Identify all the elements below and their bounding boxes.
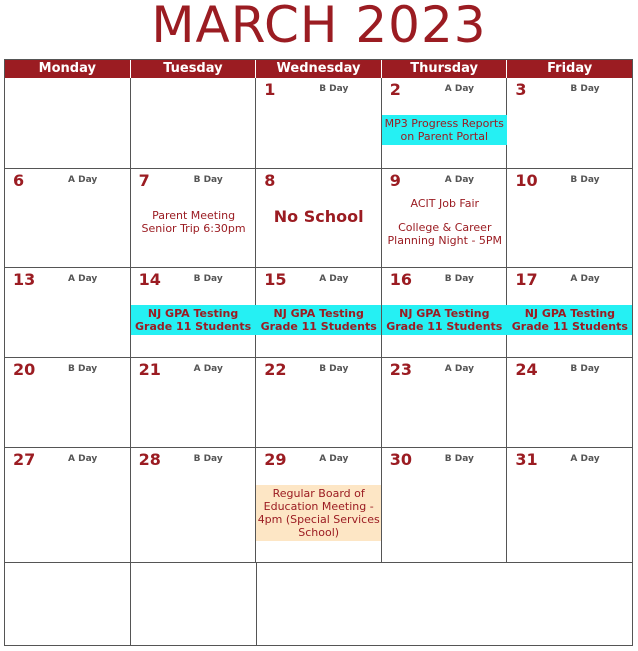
ab-day-label: B Day [319,84,349,94]
calendar-rows [5,78,632,645]
event-progress-reports[interactable]: MP3 Progress Reports on Parent Portal [382,115,507,145]
day-cell[interactable] [507,169,632,267]
day-number: 13 [13,270,36,289]
event-nj-gpa-testing[interactable]: NJ GPA Testing Grade 11 Students [131,305,256,335]
day-cell[interactable] [382,169,508,267]
day-cell-empty [382,563,507,645]
day-cell[interactable] [5,448,131,562]
day-cell[interactable] [256,169,382,267]
event-acit-job-fair[interactable]: ACIT Job Fair [410,197,480,210]
day-number: 17 [515,270,538,289]
ab-day-label: A Day [68,274,98,284]
day-number: 16 [389,270,413,289]
ab-day-label: B Day [444,274,474,284]
calendar-grid [4,59,633,646]
week-row [5,78,632,168]
day-number: 30 [389,450,413,469]
day-cell[interactable] [382,358,508,447]
day-number: 31 [515,450,538,469]
ab-day-label: B Day [570,175,600,185]
day-cell[interactable] [507,358,632,447]
day-number: 2 [389,80,401,99]
day-number: 1 [264,80,276,99]
day-cell-empty [5,563,131,645]
event-board-meeting[interactable]: Regular Board of Education Meeting - 4pm (Special Services School) [257,487,380,539]
ab-day-label: B Day [193,175,223,185]
day-number: 15 [264,270,287,289]
weekday-friday: Friday [547,61,593,76]
day-cell[interactable] [131,169,257,267]
ab-day-label: A Day [444,84,475,94]
day-number: 9 [389,171,401,190]
day-cell-empty [257,563,382,645]
ab-day-label: A Day [193,364,223,374]
day-number: 21 [138,360,161,379]
ab-day-label: A Day [68,454,98,464]
ab-day-label: A Day [570,454,600,464]
day-cell[interactable] [507,448,632,562]
calendar-title: MARCH 2023 [151,0,487,54]
day-cell[interactable] [382,78,508,168]
ab-day-label: B Day [319,364,349,374]
day-cell[interactable] [507,78,632,168]
ab-day-label: B Day [193,454,223,464]
day-number: 7 [138,171,150,190]
day-cell[interactable] [507,268,632,357]
day-cell[interactable] [5,169,131,267]
day-number: 6 [13,171,25,190]
day-cell[interactable] [5,268,131,357]
ab-day-label: A Day [319,454,349,464]
day-cell-empty [131,563,257,645]
week-row [5,562,632,645]
weekday-tuesday: Tuesday [131,60,257,78]
ab-day-label: B Day [444,454,474,464]
event-no-school[interactable]: No School [273,207,364,226]
day-number: 29 [264,450,287,469]
event-college-career-night[interactable]: College & Career Planning Night - 5PM [387,221,503,247]
ab-day-label: A Day [444,175,475,185]
day-cell[interactable] [382,448,508,562]
ab-day-label: A Day [444,364,475,374]
day-cell-empty [131,78,257,168]
week-row [5,357,632,447]
event-nj-gpa-testing[interactable]: NJ GPA Testing Grade 11 Students [256,305,381,335]
weekday-thursday: Thursday [382,60,508,78]
ab-day-label: B Day [570,364,600,374]
weekday-monday: Monday [5,60,131,78]
day-number: 24 [515,360,538,379]
day-cell[interactable] [382,268,508,357]
day-cell[interactable] [131,448,257,562]
day-cell[interactable] [131,358,257,447]
week-row [5,267,632,357]
event-nj-gpa-testing[interactable]: NJ GPA Testing Grade 11 Students [382,305,507,335]
day-number: 14 [138,270,161,289]
day-number: 27 [13,450,36,469]
day-cell[interactable] [5,358,131,447]
event-nj-gpa-testing[interactable]: NJ GPA Testing Grade 11 Students [507,305,632,335]
day-cell[interactable] [256,268,382,357]
ab-day-label: B Day [193,274,223,284]
day-number: 3 [515,80,527,99]
ab-day-label: A Day [319,274,349,284]
event-parent-meeting[interactable]: Parent Meeting Senior Trip 6:30pm [141,209,246,235]
day-cell[interactable] [131,268,257,357]
day-cell[interactable] [256,448,382,562]
ab-day-label: A Day [570,274,600,284]
weekday-header [5,60,632,78]
day-number: 8 [264,171,276,190]
ab-day-label: B Day [68,364,98,374]
day-number: 23 [389,360,413,379]
weekday-wednesday: Wednesday [256,60,382,78]
day-cell[interactable] [256,358,382,447]
day-cell[interactable] [256,78,382,168]
day-cell-empty [5,78,131,168]
day-cell-empty [507,563,632,645]
day-number: 22 [264,360,287,379]
ab-day-label: B Day [570,84,600,94]
day-number: 10 [515,171,538,190]
week-row [5,447,632,562]
day-number: 28 [138,450,161,469]
day-number: 20 [13,360,36,379]
week-row [5,168,632,267]
ab-day-label: A Day [68,175,98,185]
